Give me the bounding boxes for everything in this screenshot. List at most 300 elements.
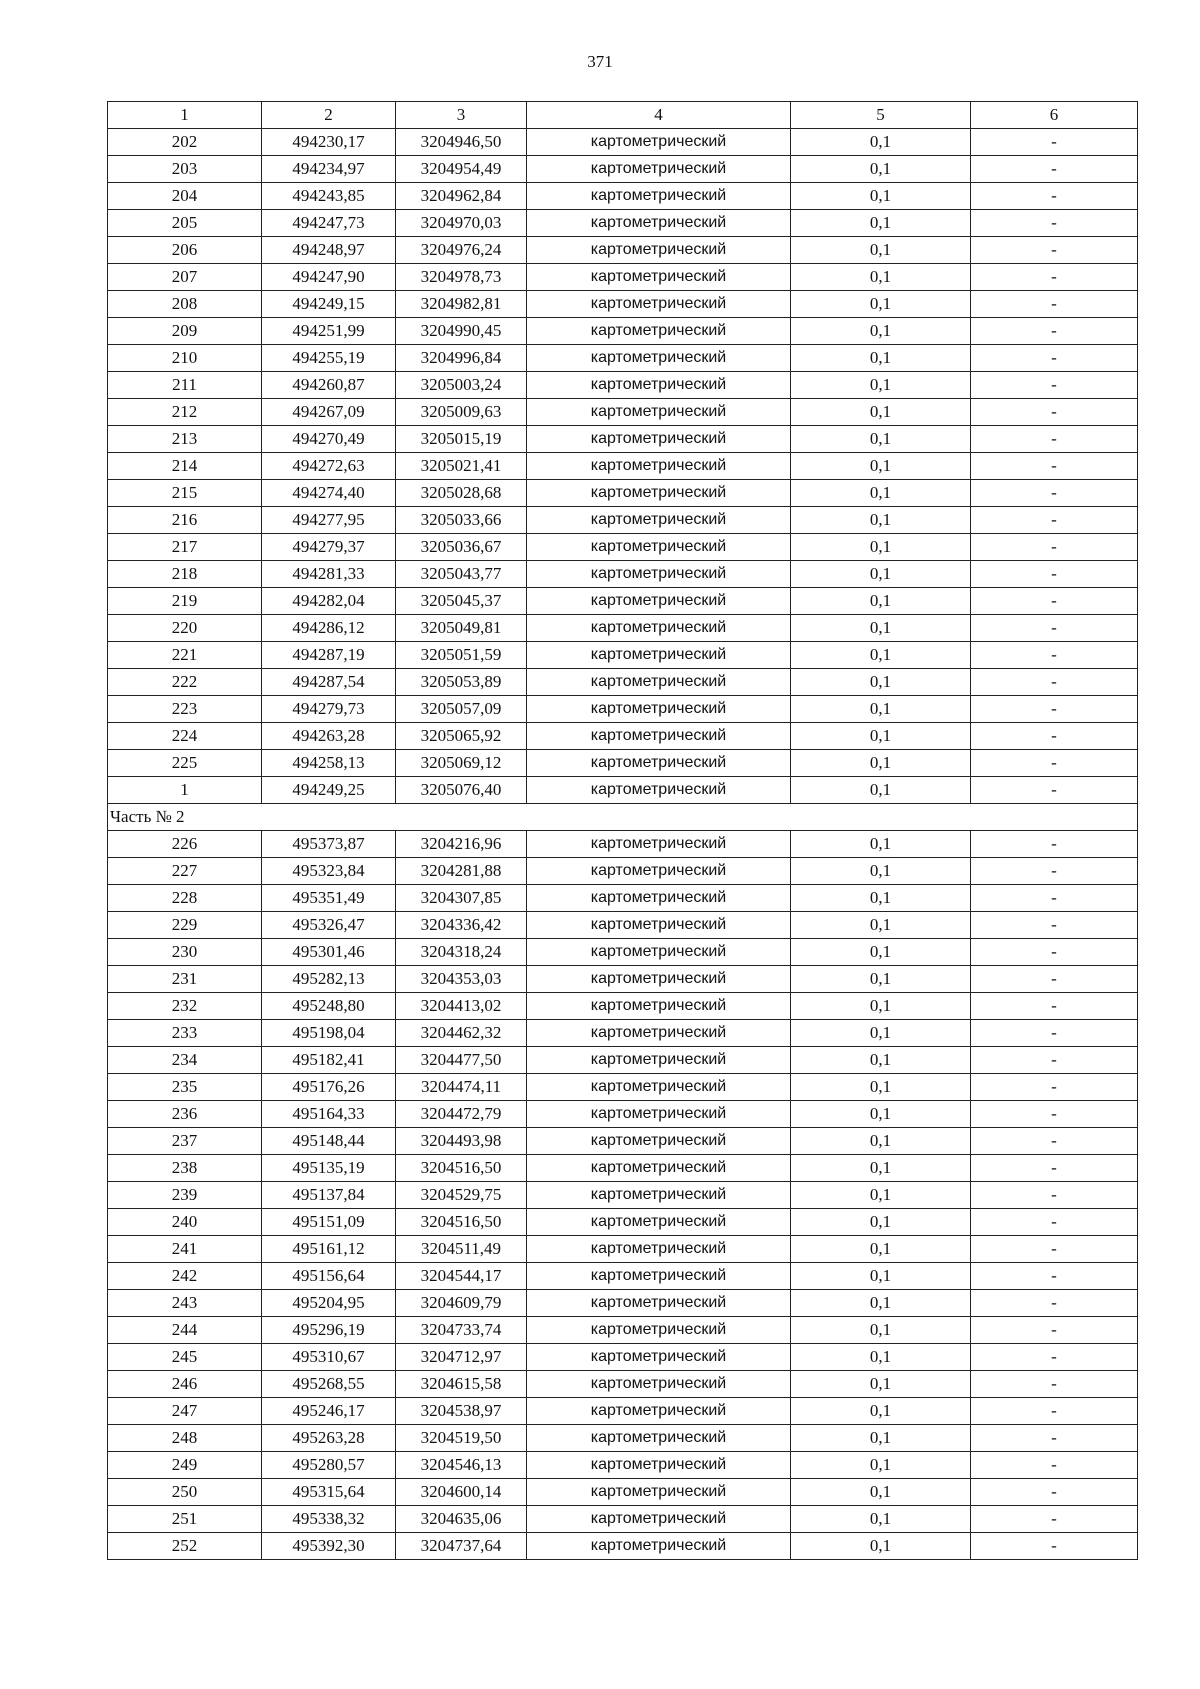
part-1-rows <box>108 129 1138 804</box>
y-coordinate-cell: 3205021,41 <box>396 453 527 480</box>
y-coordinate-cell: 3204615,58 <box>396 1371 527 1398</box>
note-cell: - <box>971 1344 1138 1371</box>
x-coordinate-cell: 495164,33 <box>262 1101 396 1128</box>
table-row <box>108 1533 1138 1560</box>
method-cell: картометрический <box>527 237 791 264</box>
note-cell: - <box>971 939 1138 966</box>
point-number-cell: 228 <box>108 885 262 912</box>
method-cell: картометрический <box>527 1479 791 1506</box>
table-row <box>108 1236 1138 1263</box>
method-cell: картометрический <box>527 426 791 453</box>
accuracy-cell: 0,1 <box>791 696 971 723</box>
point-number-cell: 223 <box>108 696 262 723</box>
x-coordinate-cell: 495301,46 <box>262 939 396 966</box>
y-coordinate-cell: 3205033,66 <box>396 507 527 534</box>
note-cell: - <box>971 291 1138 318</box>
y-coordinate-cell: 3204946,50 <box>396 129 527 156</box>
point-number-cell: 221 <box>108 642 262 669</box>
x-coordinate-cell: 495182,41 <box>262 1047 396 1074</box>
note-cell: - <box>971 372 1138 399</box>
point-number-cell: 239 <box>108 1182 262 1209</box>
point-number-cell: 204 <box>108 183 262 210</box>
table-row <box>108 507 1138 534</box>
point-number-cell: 245 <box>108 1344 262 1371</box>
y-coordinate-cell: 3204336,42 <box>396 912 527 939</box>
accuracy-cell: 0,1 <box>791 129 971 156</box>
accuracy-cell: 0,1 <box>791 210 971 237</box>
table-row <box>108 1398 1138 1425</box>
y-coordinate-cell: 3204281,88 <box>396 858 527 885</box>
point-number-cell: 249 <box>108 1452 262 1479</box>
accuracy-cell: 0,1 <box>791 1263 971 1290</box>
method-cell: картометрический <box>527 1101 791 1128</box>
accuracy-cell: 0,1 <box>791 156 971 183</box>
section-part-2 <box>108 804 1138 831</box>
method-cell: картометрический <box>527 480 791 507</box>
method-cell: картометрический <box>527 1425 791 1452</box>
note-cell: - <box>971 993 1138 1020</box>
method-cell: картометрический <box>527 642 791 669</box>
x-coordinate-cell: 495156,64 <box>262 1263 396 1290</box>
x-coordinate-cell: 494267,09 <box>262 399 396 426</box>
table-row <box>108 1425 1138 1452</box>
accuracy-cell: 0,1 <box>791 534 971 561</box>
point-number-cell: 240 <box>108 1209 262 1236</box>
table-row <box>108 1290 1138 1317</box>
accuracy-cell: 0,1 <box>791 1398 971 1425</box>
accuracy-cell: 0,1 <box>791 912 971 939</box>
method-cell: картометрический <box>527 372 791 399</box>
note-cell: - <box>971 1371 1138 1398</box>
method-cell: картометрический <box>527 615 791 642</box>
y-coordinate-cell: 3204712,97 <box>396 1344 527 1371</box>
x-coordinate-cell: 495148,44 <box>262 1128 396 1155</box>
note-cell: - <box>971 453 1138 480</box>
table-row <box>108 264 1138 291</box>
accuracy-cell: 0,1 <box>791 480 971 507</box>
table-header-row <box>108 102 1138 129</box>
point-number-cell: 250 <box>108 1479 262 1506</box>
point-number-cell: 237 <box>108 1128 262 1155</box>
note-cell: - <box>971 156 1138 183</box>
note-cell: - <box>971 912 1138 939</box>
accuracy-cell: 0,1 <box>791 1155 971 1182</box>
column-header-6: 6 <box>971 102 1138 129</box>
accuracy-cell: 0,1 <box>791 1182 971 1209</box>
y-coordinate-cell: 3204474,11 <box>396 1074 527 1101</box>
point-number-cell: 231 <box>108 966 262 993</box>
note-cell: - <box>971 615 1138 642</box>
note-cell: - <box>971 642 1138 669</box>
note-cell: - <box>971 696 1138 723</box>
accuracy-cell: 0,1 <box>791 1020 971 1047</box>
y-coordinate-cell: 3204472,79 <box>396 1101 527 1128</box>
x-coordinate-cell: 494249,15 <box>262 291 396 318</box>
accuracy-cell: 0,1 <box>791 1074 971 1101</box>
note-cell: - <box>971 534 1138 561</box>
x-coordinate-cell: 494248,97 <box>262 237 396 264</box>
column-header-4: 4 <box>527 102 791 129</box>
method-cell: картометрический <box>527 885 791 912</box>
point-number-cell: 207 <box>108 264 262 291</box>
method-cell: картометрический <box>527 399 791 426</box>
point-number-cell: 229 <box>108 912 262 939</box>
method-cell: картометрический <box>527 777 791 804</box>
point-number-cell: 213 <box>108 426 262 453</box>
method-cell: картометрический <box>527 129 791 156</box>
y-coordinate-cell: 3204493,98 <box>396 1128 527 1155</box>
accuracy-cell: 0,1 <box>791 1452 971 1479</box>
method-cell: картометрический <box>527 318 791 345</box>
note-cell: - <box>971 1182 1138 1209</box>
point-number-cell: 1 <box>108 777 262 804</box>
accuracy-cell: 0,1 <box>791 831 971 858</box>
point-number-cell: 233 <box>108 1020 262 1047</box>
table-row <box>108 1371 1138 1398</box>
x-coordinate-cell: 495280,57 <box>262 1452 396 1479</box>
note-cell: - <box>971 1155 1138 1182</box>
accuracy-cell: 0,1 <box>791 183 971 210</box>
table-row <box>108 345 1138 372</box>
y-coordinate-cell: 3205065,92 <box>396 723 527 750</box>
accuracy-cell: 0,1 <box>791 858 971 885</box>
point-number-cell: 205 <box>108 210 262 237</box>
note-cell: - <box>971 1020 1138 1047</box>
note-cell: - <box>971 777 1138 804</box>
note-cell: - <box>971 669 1138 696</box>
y-coordinate-cell: 3204978,73 <box>396 264 527 291</box>
note-cell: - <box>971 1263 1138 1290</box>
y-coordinate-cell: 3204413,02 <box>396 993 527 1020</box>
method-cell: картометрический <box>527 534 791 561</box>
x-coordinate-cell: 494251,99 <box>262 318 396 345</box>
note-cell: - <box>971 399 1138 426</box>
x-coordinate-cell: 494258,13 <box>262 750 396 777</box>
y-coordinate-cell: 3204353,03 <box>396 966 527 993</box>
accuracy-cell: 0,1 <box>791 345 971 372</box>
method-cell: картометрический <box>527 966 791 993</box>
method-cell: картометрический <box>527 183 791 210</box>
method-cell: картометрический <box>527 156 791 183</box>
point-number-cell: 203 <box>108 156 262 183</box>
table-row <box>108 912 1138 939</box>
method-cell: картометрический <box>527 723 791 750</box>
table-row <box>108 1209 1138 1236</box>
note-cell: - <box>971 1128 1138 1155</box>
column-header-1: 1 <box>108 102 262 129</box>
method-cell: картометрический <box>527 1317 791 1344</box>
x-coordinate-cell: 495310,67 <box>262 1344 396 1371</box>
table-row <box>108 1479 1138 1506</box>
table-row <box>108 210 1138 237</box>
table-row <box>108 1506 1138 1533</box>
table-row <box>108 885 1138 912</box>
point-number-cell: 242 <box>108 1263 262 1290</box>
point-number-cell: 227 <box>108 858 262 885</box>
note-cell: - <box>971 183 1138 210</box>
table-row <box>108 939 1138 966</box>
y-coordinate-cell: 3205053,89 <box>396 669 527 696</box>
point-number-cell: 214 <box>108 453 262 480</box>
y-coordinate-cell: 3204970,03 <box>396 210 527 237</box>
accuracy-cell: 0,1 <box>791 1533 971 1560</box>
y-coordinate-cell: 3204546,13 <box>396 1452 527 1479</box>
note-cell: - <box>971 1398 1138 1425</box>
table-row <box>108 1047 1138 1074</box>
accuracy-cell: 0,1 <box>791 237 971 264</box>
method-cell: картометрический <box>527 291 791 318</box>
point-number-cell: 236 <box>108 1101 262 1128</box>
note-cell: - <box>971 507 1138 534</box>
method-cell: картометрический <box>527 1344 791 1371</box>
method-cell: картометрический <box>527 507 791 534</box>
accuracy-cell: 0,1 <box>791 291 971 318</box>
point-number-cell: 212 <box>108 399 262 426</box>
point-number-cell: 216 <box>108 507 262 534</box>
method-cell: картометрический <box>527 1074 791 1101</box>
method-cell: картометрический <box>527 1182 791 1209</box>
x-coordinate-cell: 495246,17 <box>262 1398 396 1425</box>
accuracy-cell: 0,1 <box>791 318 971 345</box>
point-number-cell: 234 <box>108 1047 262 1074</box>
accuracy-cell: 0,1 <box>791 669 971 696</box>
point-number-cell: 218 <box>108 561 262 588</box>
x-coordinate-cell: 494286,12 <box>262 615 396 642</box>
accuracy-cell: 0,1 <box>791 1290 971 1317</box>
note-cell: - <box>971 885 1138 912</box>
y-coordinate-cell: 3204307,85 <box>396 885 527 912</box>
x-coordinate-cell: 495296,19 <box>262 1317 396 1344</box>
y-coordinate-cell: 3204982,81 <box>396 291 527 318</box>
y-coordinate-cell: 3205076,40 <box>396 777 527 804</box>
y-coordinate-cell: 3205049,81 <box>396 615 527 642</box>
accuracy-cell: 0,1 <box>791 885 971 912</box>
y-coordinate-cell: 3204962,84 <box>396 183 527 210</box>
page-number: 371 <box>587 52 613 71</box>
method-cell: картометрический <box>527 1155 791 1182</box>
table-row <box>108 1263 1138 1290</box>
method-cell: картометрический <box>527 588 791 615</box>
x-coordinate-cell: 494272,63 <box>262 453 396 480</box>
table-row <box>108 534 1138 561</box>
x-coordinate-cell: 495351,49 <box>262 885 396 912</box>
table-row <box>108 1317 1138 1344</box>
point-number-cell: 219 <box>108 588 262 615</box>
table-row <box>108 156 1138 183</box>
point-number-cell: 232 <box>108 993 262 1020</box>
method-cell: картометрический <box>527 1236 791 1263</box>
y-coordinate-cell: 3204600,14 <box>396 1479 527 1506</box>
accuracy-cell: 0,1 <box>791 372 971 399</box>
y-coordinate-cell: 3204733,74 <box>396 1317 527 1344</box>
method-cell: картометрический <box>527 1506 791 1533</box>
note-cell: - <box>971 1425 1138 1452</box>
table-row <box>108 1101 1138 1128</box>
accuracy-cell: 0,1 <box>791 1047 971 1074</box>
note-cell: - <box>971 129 1138 156</box>
x-coordinate-cell: 494260,87 <box>262 372 396 399</box>
note-cell: - <box>971 426 1138 453</box>
note-cell: - <box>971 264 1138 291</box>
x-coordinate-cell: 495268,55 <box>262 1371 396 1398</box>
note-cell: - <box>971 966 1138 993</box>
table-row <box>108 1155 1138 1182</box>
x-coordinate-cell: 495263,28 <box>262 1425 396 1452</box>
accuracy-cell: 0,1 <box>791 426 971 453</box>
accuracy-cell: 0,1 <box>791 1344 971 1371</box>
y-coordinate-cell: 3205009,63 <box>396 399 527 426</box>
note-cell: - <box>971 723 1138 750</box>
x-coordinate-cell: 495176,26 <box>262 1074 396 1101</box>
y-coordinate-cell: 3204462,32 <box>396 1020 527 1047</box>
x-coordinate-cell: 494243,85 <box>262 183 396 210</box>
note-cell: - <box>971 1533 1138 1560</box>
accuracy-cell: 0,1 <box>791 993 971 1020</box>
note-cell: - <box>971 345 1138 372</box>
method-cell: картометрический <box>527 696 791 723</box>
x-coordinate-cell: 495338,32 <box>262 1506 396 1533</box>
y-coordinate-cell: 3205057,09 <box>396 696 527 723</box>
point-number-cell: 248 <box>108 1425 262 1452</box>
y-coordinate-cell: 3204544,17 <box>396 1263 527 1290</box>
point-number-cell: 224 <box>108 723 262 750</box>
x-coordinate-cell: 494287,54 <box>262 669 396 696</box>
method-cell: картометрический <box>527 939 791 966</box>
method-cell: картометрический <box>527 561 791 588</box>
y-coordinate-cell: 3204990,45 <box>396 318 527 345</box>
accuracy-cell: 0,1 <box>791 1371 971 1398</box>
column-header-5: 5 <box>791 102 971 129</box>
y-coordinate-cell: 3204216,96 <box>396 831 527 858</box>
table-row <box>108 372 1138 399</box>
point-number-cell: 206 <box>108 237 262 264</box>
x-coordinate-cell: 494270,49 <box>262 426 396 453</box>
accuracy-cell: 0,1 <box>791 1506 971 1533</box>
table-row <box>108 561 1138 588</box>
accuracy-cell: 0,1 <box>791 642 971 669</box>
table-row <box>108 129 1138 156</box>
y-coordinate-cell: 3205045,37 <box>396 588 527 615</box>
accuracy-cell: 0,1 <box>791 561 971 588</box>
y-coordinate-cell: 3204609,79 <box>396 1290 527 1317</box>
method-cell: картометрический <box>527 831 791 858</box>
point-number-cell: 246 <box>108 1371 262 1398</box>
point-number-cell: 247 <box>108 1398 262 1425</box>
table-row <box>108 723 1138 750</box>
y-coordinate-cell: 3205003,24 <box>396 372 527 399</box>
note-cell: - <box>971 1290 1138 1317</box>
x-coordinate-cell: 495198,04 <box>262 1020 396 1047</box>
point-number-cell: 210 <box>108 345 262 372</box>
x-coordinate-cell: 495326,47 <box>262 912 396 939</box>
y-coordinate-cell: 3204519,50 <box>396 1425 527 1452</box>
point-number-cell: 215 <box>108 480 262 507</box>
note-cell: - <box>971 1047 1138 1074</box>
note-cell: - <box>971 750 1138 777</box>
point-number-cell: 209 <box>108 318 262 345</box>
y-coordinate-cell: 3205069,12 <box>396 750 527 777</box>
method-cell: картометрический <box>527 453 791 480</box>
point-number-cell: 243 <box>108 1290 262 1317</box>
method-cell: картометрический <box>527 993 791 1020</box>
y-coordinate-cell: 3204511,49 <box>396 1236 527 1263</box>
y-coordinate-cell: 3205036,67 <box>396 534 527 561</box>
y-coordinate-cell: 3205051,59 <box>396 642 527 669</box>
point-number-cell: 235 <box>108 1074 262 1101</box>
x-coordinate-cell: 495151,09 <box>262 1209 396 1236</box>
method-cell: картометрический <box>527 1128 791 1155</box>
point-number-cell: 251 <box>108 1506 262 1533</box>
x-coordinate-cell: 495161,12 <box>262 1236 396 1263</box>
table-row <box>108 480 1138 507</box>
table-row <box>108 669 1138 696</box>
table-row <box>108 291 1138 318</box>
method-cell: картометрический <box>527 1290 791 1317</box>
x-coordinate-cell: 495248,80 <box>262 993 396 1020</box>
x-coordinate-cell: 495135,19 <box>262 1155 396 1182</box>
note-cell: - <box>971 858 1138 885</box>
section-label: Часть № 2 <box>108 804 1138 831</box>
accuracy-cell: 0,1 <box>791 939 971 966</box>
part-2-rows <box>108 831 1138 1560</box>
table-row <box>108 777 1138 804</box>
x-coordinate-cell: 495392,30 <box>262 1533 396 1560</box>
point-number-cell: 241 <box>108 1236 262 1263</box>
method-cell: картометрический <box>527 264 791 291</box>
accuracy-cell: 0,1 <box>791 615 971 642</box>
accuracy-cell: 0,1 <box>791 1236 971 1263</box>
table-row <box>108 642 1138 669</box>
note-cell: - <box>971 1074 1138 1101</box>
table-row <box>108 1182 1138 1209</box>
method-cell: картометрический <box>527 1452 791 1479</box>
table-row <box>108 1074 1138 1101</box>
y-coordinate-cell: 3204635,06 <box>396 1506 527 1533</box>
y-coordinate-cell: 3204976,24 <box>396 237 527 264</box>
table-row <box>108 831 1138 858</box>
method-cell: картометрический <box>527 1263 791 1290</box>
point-number-cell: 208 <box>108 291 262 318</box>
point-number-cell: 217 <box>108 534 262 561</box>
x-coordinate-cell: 494274,40 <box>262 480 396 507</box>
table-row <box>108 183 1138 210</box>
method-cell: картометрический <box>527 1398 791 1425</box>
y-coordinate-cell: 3204516,50 <box>396 1155 527 1182</box>
y-coordinate-cell: 3204516,50 <box>396 1209 527 1236</box>
note-cell: - <box>971 480 1138 507</box>
note-cell: - <box>971 561 1138 588</box>
accuracy-cell: 0,1 <box>791 723 971 750</box>
x-coordinate-cell: 495204,95 <box>262 1290 396 1317</box>
note-cell: - <box>971 1101 1138 1128</box>
accuracy-cell: 0,1 <box>791 453 971 480</box>
y-coordinate-cell: 3205028,68 <box>396 480 527 507</box>
y-coordinate-cell: 3204737,64 <box>396 1533 527 1560</box>
x-coordinate-cell: 495137,84 <box>262 1182 396 1209</box>
table-row <box>108 399 1138 426</box>
table-row <box>108 453 1138 480</box>
y-coordinate-cell: 3204318,24 <box>396 939 527 966</box>
method-cell: картометрический <box>527 669 791 696</box>
accuracy-cell: 0,1 <box>791 507 971 534</box>
note-cell: - <box>971 1452 1138 1479</box>
point-number-cell: 225 <box>108 750 262 777</box>
note-cell: - <box>971 210 1138 237</box>
point-number-cell: 202 <box>108 129 262 156</box>
x-coordinate-cell: 495323,84 <box>262 858 396 885</box>
y-coordinate-cell: 3204529,75 <box>396 1182 527 1209</box>
accuracy-cell: 0,1 <box>791 750 971 777</box>
